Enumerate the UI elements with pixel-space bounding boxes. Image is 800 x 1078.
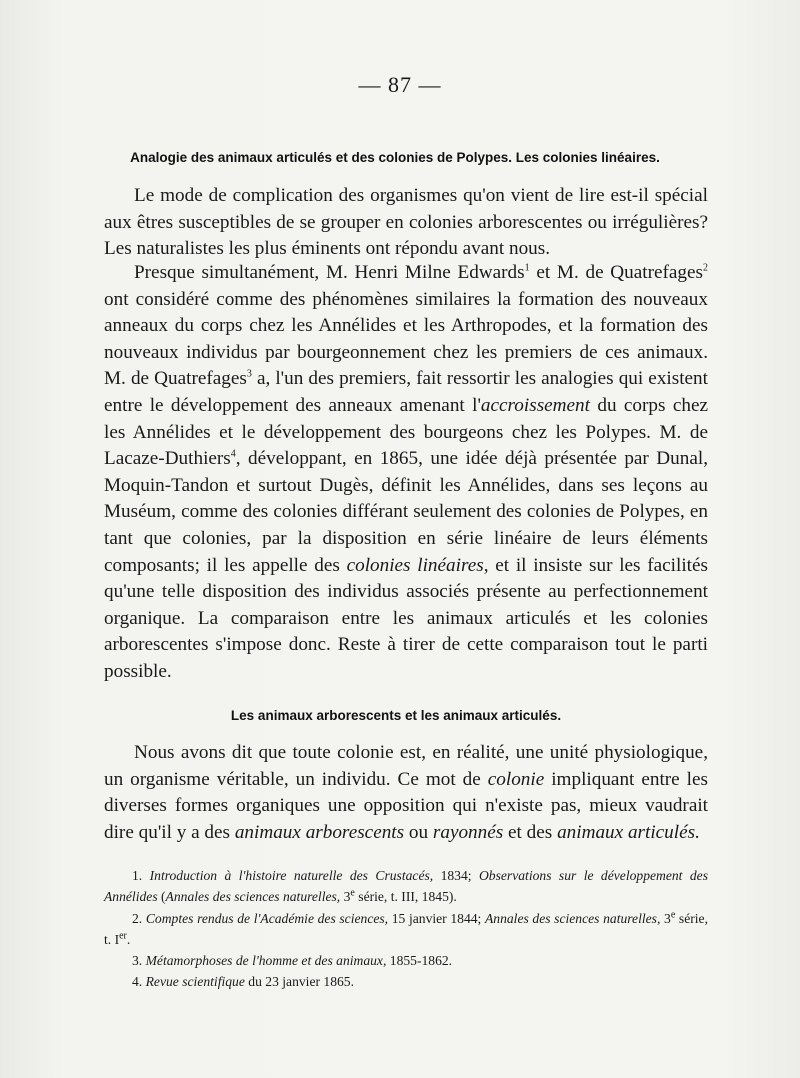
text-run: Nous avons dit que toute colonie est, en réalité, une unité physiologique, un organisme véritable, un individu. Ce mot de bbox=[104, 742, 708, 790]
emphasis-accroissement: accroissement bbox=[480, 394, 590, 416]
citation-title: Observations sur le développement des Annélides bbox=[104, 868, 708, 905]
footnote-ref-1[interactable]: 1 bbox=[524, 262, 530, 274]
footnote-1 bbox=[104, 865, 708, 908]
footnote-ref-2[interactable]: 2 bbox=[703, 262, 708, 274]
emphasis-colonies-lineaires: colonies linéaires bbox=[346, 554, 484, 576]
paragraph-text: Le mode de complication des organismes qu'on vient de lire est-il spécial aux êtres susceptibles de se grouper en colonies arborescentes ou irrégulières? Les naturalistes les plus éminents ont répondu avant nous. bbox=[104, 185, 708, 260]
citation-title: Métamorphoses de l'homme et des animaux, bbox=[145, 953, 387, 969]
citation-title: Annales des sciences naturelles, bbox=[484, 910, 661, 926]
text-run: et M. de Quatrefages bbox=[529, 262, 703, 283]
citation-title: Introduction à l'histoire naturelle des Crustacés, bbox=[149, 868, 434, 883]
footnote-number: 2. bbox=[132, 910, 143, 926]
ordinal-suffix: er bbox=[119, 930, 127, 942]
emphasis-animaux-articules: animaux articulés. bbox=[557, 821, 700, 843]
footnote-ref-3[interactable]: 3 bbox=[246, 368, 252, 380]
text-run: ont considéré comme des phénomènes similaires la formation des nouveaux anneaux du corps chez les Annélides et les Arthropodes, et la formation des nouveaux individus par bourgeonnement chez les premiers de ces animaux. M. de Quatrefages bbox=[104, 288, 708, 390]
text-run: du 23 janvier 1865. bbox=[244, 974, 354, 990]
text-run: ou bbox=[404, 821, 433, 843]
footnote-number: 1. bbox=[132, 868, 143, 883]
emphasis-animaux-arborescents: animaux arborescents bbox=[234, 821, 405, 843]
citation-title: Comptes rendus de l'Académie des sciences, bbox=[145, 910, 389, 926]
footnote-number: 4. bbox=[132, 974, 143, 990]
emphasis-colonie: colonie bbox=[487, 768, 545, 790]
text-run: , et il insiste sur les facilités qu'une telle disposition des individus associés présente au perfectionnement organique. La comparaison entre les animaux articulés et les colonies arborescentes s'impose donc. Reste à tirer de cette comparaison tout le parti possible. bbox=[104, 554, 708, 682]
emphasis-rayonnes: rayonnés bbox=[432, 821, 504, 843]
paragraph-historical bbox=[104, 260, 708, 686]
text-run: 1855-1862. bbox=[386, 953, 453, 969]
text-run: Presque simultanément, M. Henri Milne Edwards bbox=[134, 262, 525, 283]
citation-title: Annales des sciences naturelles, bbox=[165, 889, 341, 905]
text-run: , développant, en 1865, une idée déjà présentée par Dunal, Moquin-Tandon et surtout Dugès, définit les Annélides, dans ses leçons au Muséum, comme des colonies différant seulement des colonies de Polypes, en tant que colonies, par la disposition en série linéaire de leurs éléments composants; il les appelle des bbox=[104, 448, 708, 576]
footnote-2 bbox=[104, 908, 708, 951]
text-run: ( bbox=[157, 889, 166, 905]
section-heading-colonies-lineaires: Analogie des animaux articulés et des colonies de Polypes. Les colonies linéaires. bbox=[130, 150, 660, 165]
text-run: 3 bbox=[340, 889, 351, 905]
paragraph-unite-physiologique bbox=[104, 740, 708, 846]
section-heading-animaux-arborescents: Les animaux arborescents et les animaux articulés. bbox=[230, 708, 562, 723]
text-run: 3 bbox=[660, 910, 671, 926]
ordinal-suffix: e bbox=[670, 909, 676, 921]
text-run: a, l'un des premiers, fait ressortir les analogies qui existent entre le développement des anneaux amenant l' bbox=[104, 368, 708, 416]
text-run: du corps chez les Annélides et le développement des bourgeons chez les Polypes. M. de Lacaze-Duthiers bbox=[104, 394, 708, 470]
footnote-ref-4[interactable]: 4 bbox=[230, 448, 236, 460]
text-run: et des bbox=[503, 821, 558, 843]
footnote-3 bbox=[104, 950, 708, 971]
text-run: 15 janvier 1844; bbox=[388, 910, 485, 926]
text-run: série, t. III, 1845). bbox=[354, 889, 457, 905]
paragraph-intro bbox=[104, 183, 708, 263]
page-number: — 87 — bbox=[358, 72, 442, 97]
footnote-4 bbox=[104, 971, 708, 992]
text-run: . bbox=[126, 931, 131, 947]
footnote-number: 3. bbox=[132, 953, 143, 969]
text-run: série, t. I bbox=[104, 910, 708, 947]
text-run: impliquant entre les diverses formes organiques une opposition qui n'existe pas, mieux vaudrait dire qu'il y a des bbox=[104, 768, 708, 843]
ordinal-suffix: e bbox=[350, 887, 355, 899]
footnotes bbox=[104, 865, 708, 993]
text-run: 1834; bbox=[433, 868, 479, 883]
citation-title: Revue scientifique bbox=[145, 974, 245, 990]
